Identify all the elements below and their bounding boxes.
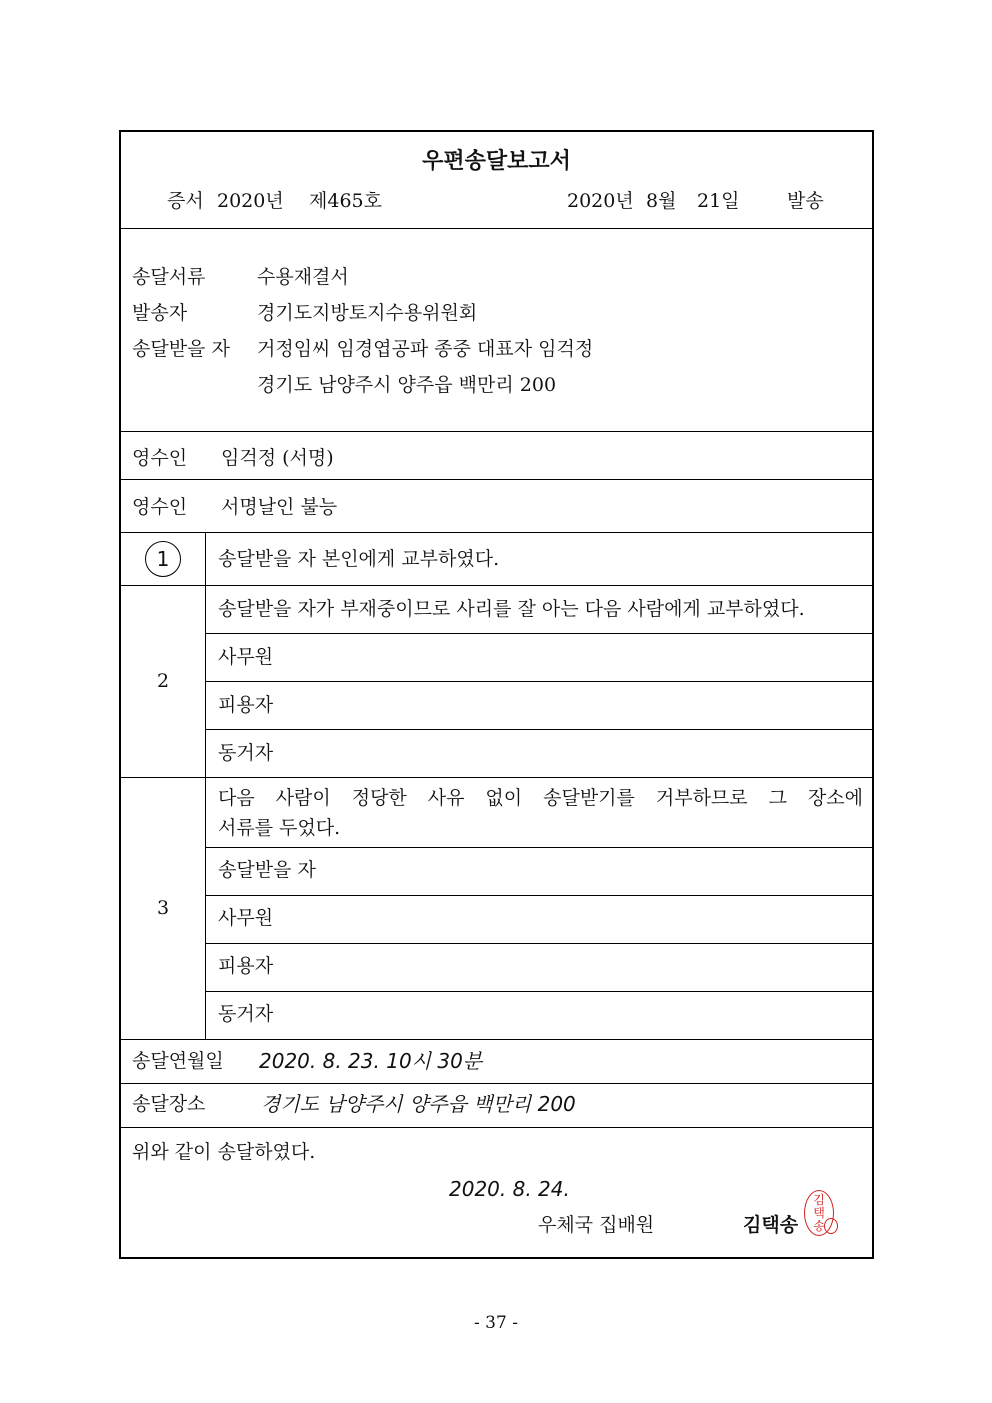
section-2-row-employee: 피용자 — [218, 694, 274, 716]
section-3-row-cohabitant: 동거자 — [218, 1003, 274, 1025]
red-seal-stamp: 김 택 송 — [804, 1190, 834, 1236]
section-3-text-line1: 다음 사람이 정당한 사유 없이 송달받기를 거부하므로 그 장소에 — [218, 787, 863, 809]
section-3-row-employee: 피용자 — [218, 955, 274, 977]
section-2-row-cohabitant: 동거자 — [218, 742, 274, 764]
send-year: 2020년 — [567, 190, 634, 212]
divider — [205, 633, 872, 634]
document-label: 송달서류 — [132, 266, 206, 288]
delivery-date-value: 2020. 8. 23. 10시 30분 — [259, 1049, 483, 1073]
carrier-label: 우체국 집배원 — [538, 1214, 655, 1236]
divider — [121, 1127, 872, 1128]
statement: 위와 같이 송달하였다. — [132, 1141, 316, 1163]
send-label: 발송 — [787, 190, 824, 212]
report-date: 2020. 8. 24. — [449, 1177, 570, 1201]
divider — [205, 991, 872, 992]
divider — [121, 777, 872, 778]
receiver-value: 임걱정 (서명) — [221, 447, 334, 469]
recipient-address: 경기도 남양주시 양주읍 백만리 200 — [257, 374, 557, 396]
column-divider — [205, 532, 206, 1039]
send-day: 21일 — [697, 190, 740, 212]
divider — [205, 943, 872, 944]
section-3-text-line2: 서류를 두었다. — [218, 817, 341, 839]
delivery-report-form — [119, 130, 874, 1259]
section-2-text: 송달받을 자가 부재중이므로 사리를 잘 아는 다음 사람에게 교부하였다. — [218, 598, 805, 620]
receiver-value: 서명날인 불능 — [221, 496, 338, 518]
receiver-label: 영수인 — [132, 447, 188, 469]
divider — [205, 895, 872, 896]
delivery-place-value: 경기도 남양주시 양주읍 백만리 200 — [261, 1092, 576, 1116]
divider — [205, 847, 872, 848]
case-year: 2020년 — [217, 190, 284, 212]
section-3-row-recipient: 송달받을 자 — [218, 859, 316, 881]
send-month: 8월 — [646, 190, 677, 212]
section-2-number: 2 — [156, 670, 170, 692]
sender-value: 경기도지방토지수용위원회 — [257, 302, 478, 324]
divider — [121, 532, 872, 533]
case-label: 증서 — [167, 190, 204, 212]
page-number: - 37 - — [474, 1313, 518, 1333]
divider — [121, 1083, 872, 1084]
delivery-place-label: 송달장소 — [132, 1093, 206, 1115]
recipient-value: 거정임씨 임경엽공파 종중 대표자 임걱정 — [257, 338, 594, 360]
section-3-row-clerk: 사무원 — [218, 907, 274, 929]
page-title: 우편송달보고서 — [422, 148, 571, 174]
carrier-name: 김택송 — [743, 1214, 799, 1236]
recipient-label: 송달받을 자 — [132, 338, 230, 360]
divider — [205, 729, 872, 730]
case-number: 제465호 — [309, 190, 382, 212]
divider — [121, 585, 872, 586]
delivery-date-label: 송달연월일 — [132, 1050, 224, 1072]
section-3-number: 3 — [156, 897, 170, 919]
document-value: 수용재결서 — [257, 266, 349, 288]
sender-label: 발송자 — [132, 302, 188, 324]
divider — [121, 1039, 872, 1040]
divider — [121, 479, 872, 480]
section-1-number-circled: 1 — [145, 541, 181, 577]
divider — [121, 228, 872, 229]
seal-mark-icon — [824, 1218, 838, 1234]
section-2-row-clerk: 사무원 — [218, 646, 274, 668]
divider — [121, 431, 872, 432]
receiver-label: 영수인 — [132, 496, 188, 518]
divider — [205, 681, 872, 682]
section-1-text: 송달받을 자 본인에게 교부하였다. — [218, 548, 500, 570]
